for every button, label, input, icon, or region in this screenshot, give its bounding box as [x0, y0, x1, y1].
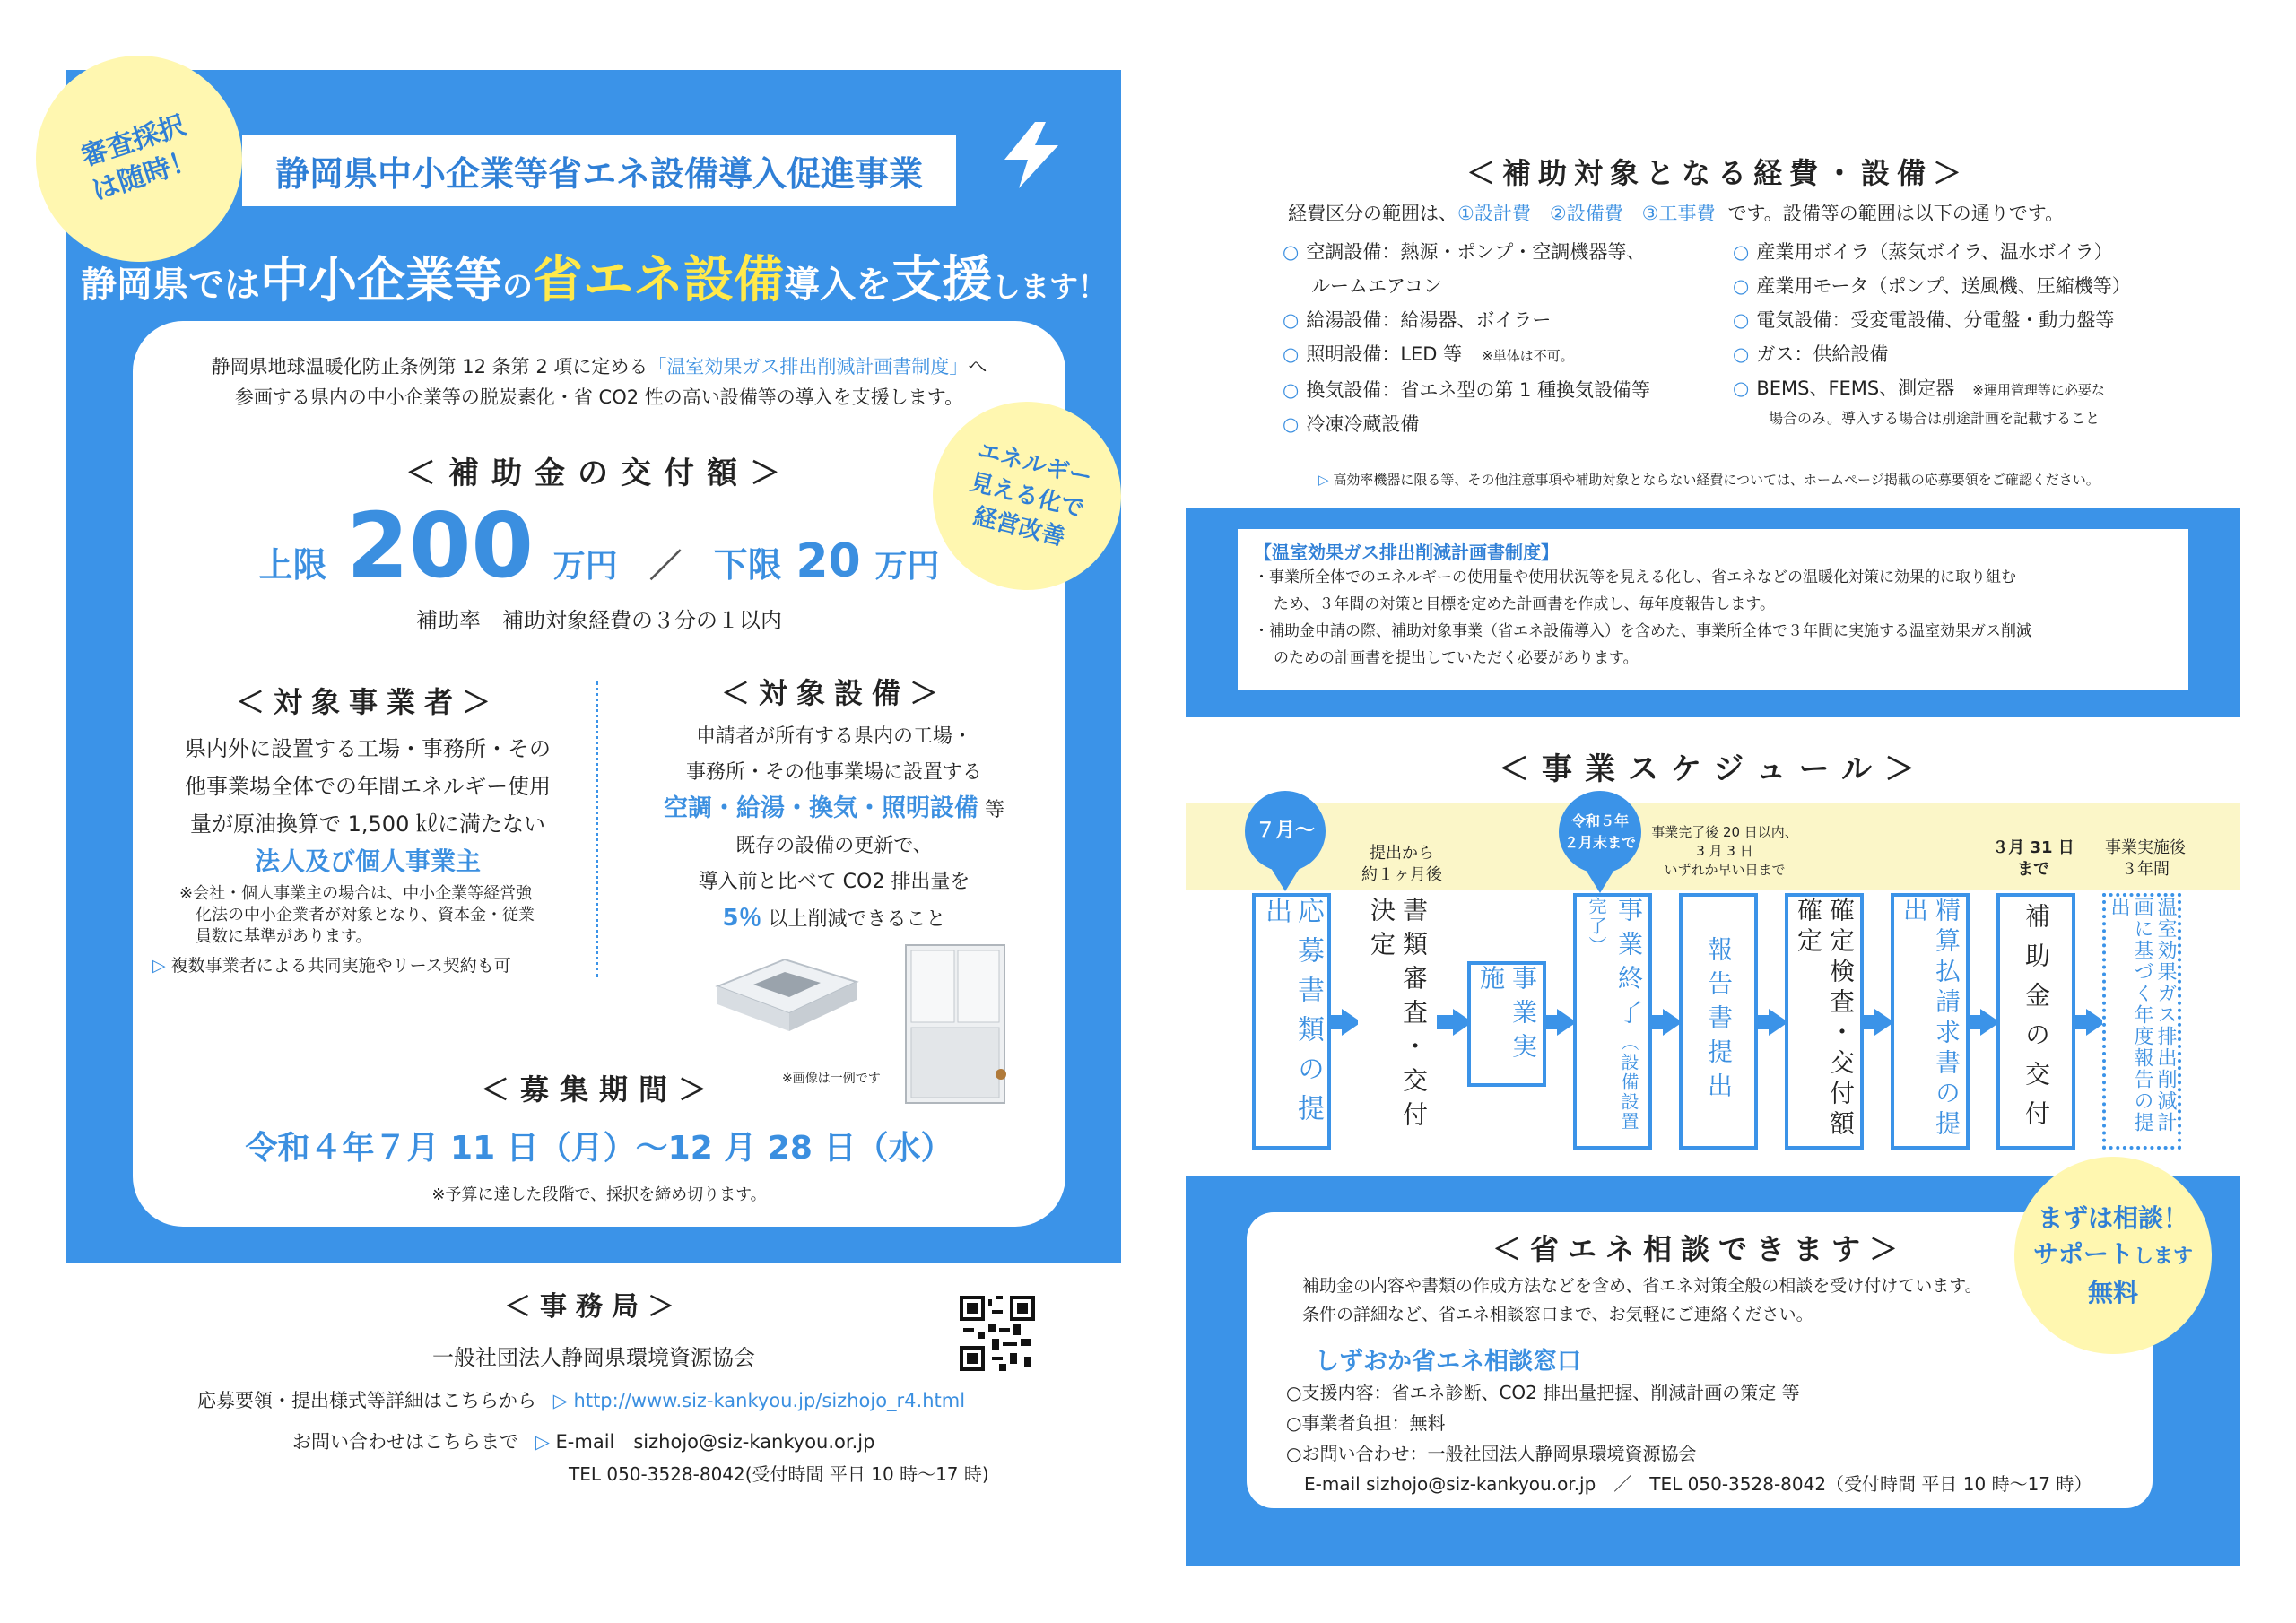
list-item: ○ 照明設備：LED 等 ※単体は不可。	[1283, 343, 1574, 365]
intro-text: 静岡県地球温暖化防止条例第 12 条第 2 項に定める「温室効果ガス排出削減計画書制度」へ 参画する県内の中小企業等の脱炭素化・省 CO2 性の高い設備等の導入を支援します。	[211, 356, 987, 408]
step-report-submission: 報告書提出	[1679, 893, 1758, 1150]
contact-row: お問い合わせはこちらまで ▷ E-mail sizhojo@siz-kankyou.or.jp	[292, 1431, 875, 1453]
list-item: ○ 給湯設備：給湯器、ボイラー	[1283, 309, 1552, 331]
target-business-note: ※会社・個人事業主の場合は、中小企業等経営強 化法の中小企業者が対象となり、資本金・従業 員数に基準があります。	[179, 884, 535, 946]
triangle-bullet-icon: ▷	[1318, 472, 1329, 488]
equipment-list-left	[1283, 235, 1650, 441]
feb-deadline-marker: 令和５年 ２月末まで	[1559, 791, 1641, 873]
program-title-box	[242, 135, 956, 206]
step-annual-report: 温室効果ガス排出削減計画に基づく年度報告の提出	[2102, 893, 2181, 1150]
main-headline: 静岡県では中小企業等の省エネ設備導入を支援します！	[80, 251, 1107, 309]
plan-system-title: 【温室効果ガス排出削減計画書制度】	[1254, 542, 1559, 563]
list-item: ○ 電気設備：受変電設備、分電盤・動力盤等	[1733, 309, 2115, 331]
grant-amount: 上限 200 万円 ／ 下限 20 万円	[258, 493, 940, 598]
list-item: ルームエアコン	[1311, 275, 1442, 297]
list-item: 場合のみ。導入する場合は別途計画を記載すること	[1769, 410, 2100, 427]
cost-heading: ＜補助対象となる経費・設備＞	[1465, 156, 1969, 190]
flow-arrow	[1437, 1015, 1455, 1029]
grant-deadline-label: ３月 31 日 まで	[1992, 838, 2074, 879]
target-business-text: 県内外に設置する工場・事務所・その 他事業場全体での年間エネルギー使用 量が原油換算で 1,500 ㎘に満たない 法人及び個人事業主	[185, 736, 551, 876]
triangle-bullet-icon: ▷	[535, 1431, 550, 1453]
step-implementation: 事業実施	[1467, 961, 1546, 1087]
list-item: ○ ガス：供給設備	[1733, 343, 1889, 365]
target-business-heading: ＜対象事業者＞	[235, 685, 500, 719]
step-final-inspection: 確定検査・交付額確定	[1785, 893, 1864, 1150]
target-equipment-heading: ＜対象設備＞	[720, 676, 947, 710]
guidelines-link-row: 応募要領・提出様式等詳細はこちらから ▷ http://www.siz-kankyou.jp/sizhojo_r4.html	[197, 1390, 966, 1411]
cost-footnote: ▷ 高効率機器に限る等、その他注意事項や補助対象とならない経費については、ホームページ掲載の応募要領をご確認ください。	[1318, 472, 2100, 488]
consult-intro: 補助金の内容や書類の作成方法などを含め、省エネ対策全般の相談を受け付けています。 条件の詳細など、省エネ相談窓口まで、お気軽にご連絡ください。	[1302, 1276, 1982, 1324]
contact-email[interactable]: E-mail sizhojo@siz-kankyou.or.jp	[555, 1431, 875, 1453]
report-deadline-label: 事業完了後 20 日以内、 3 月 3 日 いずれか早い日まで	[1651, 824, 1798, 878]
step-grant-payment: 補助金の交付	[1996, 893, 2075, 1150]
plan-system-box: 【温室効果ガス排出削減計画書制度】 ・事業所全体でのエネルギーの使用量や使用状況等を見える化し、省エネなどの温暖化対策に効果的に取り組む ため、３年間の対策と目標を定めた計画書を作成し、毎年度報告します。 ・補助金申請の際、補助対象事業（省エネ設備導入）を含めた、事業所全体で３年間に実施する温室効果ガス削減 のための計画書を提出していただく必要があります。	[1238, 529, 2188, 690]
grant-heading: ＜補助金の交付額＞	[405, 456, 793, 491]
free-consultation-badge: まずは相談！ サポートします 無料	[2014, 1157, 2212, 1354]
step-application-submission: 応募書類の提出	[1252, 893, 1331, 1150]
list-item: ○ 産業用モータ（ポンプ、送風機、圧縮機等）	[1733, 275, 2131, 297]
joint-implementation-note: ▷ 複数事業者による共同実施やリース契約も可	[152, 956, 511, 976]
list-item: ○ BEMS、FEMS、測定器 ※運用管理等に必要な	[1733, 378, 2105, 399]
triangle-bullet-icon: ▷	[152, 956, 166, 976]
step-project-completion: 事業終了（設備設置完了）	[1573, 893, 1652, 1150]
program-title: 静岡県中小企業等省エネ設備導入促進事業	[274, 153, 923, 194]
office-heading: ＜事務局＞	[504, 1291, 683, 1323]
cost-intro: 経費区分の範囲は、①設計費 ②設備費 ③工事費 です。設備等の範囲は以下の通りです。	[1288, 203, 2065, 224]
consult-contact[interactable]: E-mail sizhojo@siz-kankyou.or.jp ／ TEL 050-3528-8042（受付時間 平日 10 時～17 時）	[1304, 1473, 2092, 1495]
image-caption: ※画像は一例です	[782, 1072, 881, 1086]
guidelines-url-link[interactable]: http://www.siz-kankyou.jp/sizhojo_r4.html	[573, 1390, 966, 1411]
subsidy-rate: 補助率 補助対象経費の３分の１以内	[416, 608, 782, 633]
equipment-list-right	[1733, 235, 2131, 430]
application-period: 令和４年７月 11 日（月）～12 月 28 日（水）	[245, 1130, 953, 1167]
schedule-heading: ＜事業スケジュール＞	[1499, 751, 1927, 787]
office-name: 一般社団法人静岡県環境資源協会	[432, 1345, 755, 1370]
list-item: ○ 冷凍冷蔵設備	[1283, 413, 1420, 435]
consult-details: ○支援内容：省エネ診断、CO2 排出量把握、削減計画の策定 等 ○事業者負担：無料 ○お問い合わせ：一般社団法人静岡県環境資源協会 E-mail sizhojo@siz-kankyou.or.jp ／ TEL 050-3528-8042（受付時間 平日 10 時～17 時）	[1286, 1377, 2092, 1499]
ceiling-air-conditioner-image	[700, 942, 870, 1040]
list-item: ○ 産業用ボイラ（蒸気ボイラ、温水ボイラ）	[1733, 241, 2113, 263]
period-note: ※予算に達した段階で、採択を締め切ります。	[431, 1185, 767, 1204]
target-equipment-text: 申請者が所有する県内の工場・ 事務所・その他事業場に設置する 空調・給湯・換気・照明設備 等 既存の設備の更新で、 導入前と比べて CO2 排出量を 5％ 以上削減できること	[663, 725, 1004, 932]
step-payment-request: 精算払請求書の提出	[1891, 893, 1970, 1150]
consult-window-name: しずおか省エネ相談窓口	[1315, 1348, 1581, 1376]
post-implementation-label: 事業実施後 ３年間	[2105, 838, 2186, 879]
consult-heading: ＜省エネ相談できます＞	[1492, 1232, 1907, 1266]
list-item: ○ 空調設備：熱源・ポンプ・空調機器等、	[1283, 241, 1646, 263]
contact-tel: TEL 050-3528-8042(受付時間 平日 10 時～17 時)	[569, 1463, 989, 1485]
screening-badge: 審査採択 は随時！	[9, 29, 269, 289]
energy-visualization-badge: エネルギー 見える化で 経営改善	[913, 382, 1142, 611]
period-heading: ＜募集期間＞	[480, 1072, 718, 1107]
review-timing-label: 提出から 約１ヶ月後	[1361, 844, 1442, 884]
list-item: ○ 換気設備：省エネ型の第 1 種換気設備等	[1283, 379, 1651, 401]
column-divider	[596, 681, 598, 977]
july-marker: ７月～	[1245, 791, 1326, 872]
triangle-bullet-icon: ▷	[552, 1390, 568, 1411]
step-document-review: 書類審査・交付決定	[1358, 893, 1437, 1150]
lightning-icon	[996, 118, 1067, 190]
qr-code-icon[interactable]	[960, 1296, 1035, 1371]
